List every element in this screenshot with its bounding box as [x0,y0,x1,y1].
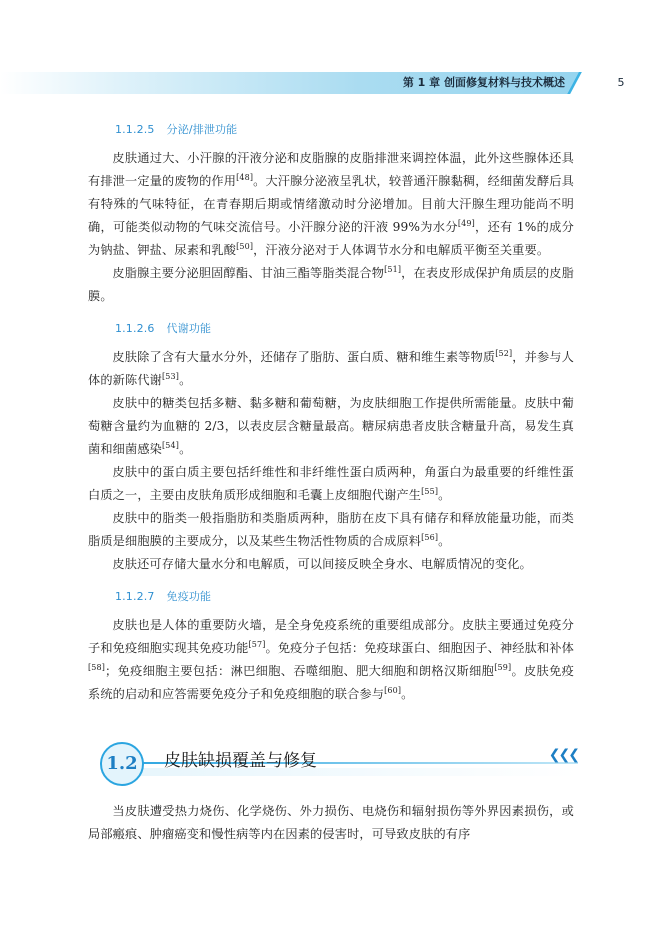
paragraph [88,262,574,308]
section-number-badge: 1.2 [100,742,144,786]
citation: [56] [421,532,439,542]
paragraph [88,614,574,706]
citation: [60] [384,685,402,695]
text-run: 皮肤中的脂类一般指脂肪和类脂质两种，脂肪在皮下具有储存和释放能量功能，而类脂质是细胞膜的主要成分，以及某些生物活性物质的合成原料 [88,511,574,548]
paragraph: 当皮肤遭受热力烧伤、化学烧伤、外力损伤、电烧伤和辐射损伤等外界因素损伤，或局部瘢痕、肿瘤癌变和慢性病等内在因素的侵害时，可导致皮肤的有序 [88,804,574,841]
citation: [48] [236,172,254,182]
running-header [0,72,661,94]
text-run: 。 [438,534,451,548]
subheading-number: 1.1.2.7 [115,590,155,603]
paragraph [88,147,574,262]
page-number-tab [581,72,661,94]
body-text-lower [88,800,574,846]
text-run: 皮脂腺主要分泌胆固醇酯、甘油三酯等脂类混合物 [112,266,385,280]
citation: [57] [248,639,266,649]
page-number: 5 [617,76,625,89]
text-run: 皮肤除了含有大量水分外，还储存了脂肪、蛋白质、糖和维生素等物质 [112,350,496,364]
body-text-upper [88,118,574,706]
chevron-left-icon: ❮❮❮ [548,747,578,763]
spacer [88,576,574,585]
citation: [50] [236,241,254,251]
subheading-number: 1.1.2.6 [115,322,155,335]
text-run: 。 [179,442,192,456]
citation: [52] [495,348,513,358]
subheading-1-1-2-6 [115,317,574,340]
paragraph [88,507,574,553]
text-run: ；免疫细胞主要包括：淋巴细胞、吞噬细胞、肥大细胞和朗格汉斯细胞 [105,664,495,678]
text-run: ，汗液分泌对于人体调节水分和电解质平衡至关重要。 [253,243,550,257]
paragraph: 皮肤还可存储大量水分和电解质，可以间接反映全身水、电解质情况的变化。 [112,557,532,571]
citation: [51] [384,264,402,274]
citation: [59] [494,662,512,672]
text-run: 。皮肤免疫系统的启动和应答需要免疫分子和免疫细胞的联合参与 [88,664,575,701]
text-run: ，在表皮形成保护角质层的皮脂膜。 [88,266,574,303]
paragraph [88,392,574,461]
citation: [55] [421,486,439,496]
spacer [88,308,574,317]
text-run: 。免疫分子包括：免疫球蛋白、细胞因子、神经肽和补体 [265,641,574,655]
section-heading-banner [90,744,578,784]
text-run: 。 [401,687,414,701]
text-run: 。大汗腺分泌液呈乳状，较普通汗腺黏稠，经细菌发酵后具有特殊的气味特征，在青春期后期或情绪激动时分泌增加。目前大汗腺生理功能尚不明确，可能类似动物的气味交流信号。小汗腺分泌的汗液 99%为水分 [88,174,574,234]
text-run: ，并参与人体的新陈代谢 [88,350,574,387]
text-run: 皮肤中的糖类包括多糖、黏多糖和葡萄糖，为皮肤细胞工作提供所需能量。皮肤中葡萄糖含量约为血糖的 2/3，以表皮层含糖量最高。糖尿病患者皮肤含糖量升高，易发生真菌和细菌感染 [88,396,574,456]
text-run: 。 [179,373,192,387]
subheading-title: 分泌/排泄功能 [166,123,238,136]
paragraph [88,346,574,392]
chapter-title: 第 1 章 创面修复材料与技术概述 [402,76,565,89]
text-run: 皮肤中的蛋白质主要包括纤维性和非纤维性蛋白质两种，角蛋白为最重要的纤维性蛋白质之一，主要由皮肤角质形成细胞和毛囊上皮细胞代谢产生 [88,465,574,502]
text-run: 。 [438,488,451,502]
subheading-title: 代谢功能 [166,322,212,335]
subheading-1-1-2-5 [115,118,574,141]
text-run: 皮肤通过大、小汗腺的汗液分泌和皮脂腺的皮脂排泄来调控体温，此外这些腺体还具有排泄一定量的废物的作用 [88,151,574,188]
subheading-1-1-2-7 [115,585,574,608]
text-run: ，还有 1%的成分为钠盐、钾盐、尿素和乳酸 [88,220,574,257]
subheading-title: 免疫功能 [166,590,212,603]
section-title: 皮肤缺损覆盖与修复 [164,751,317,771]
paragraph [88,461,574,507]
citation: [49] [457,218,475,228]
citation: [53] [162,371,180,381]
subheading-number: 1.1.2.5 [115,123,155,136]
citation: [54] [162,440,180,450]
citation: [58] [88,662,106,672]
text-run: 皮肤也是人体的重要防火墙，是全身免疫系统的重要组成部分。皮肤主要通过免疫分子和免疫细胞实现其免疫功能 [88,618,574,655]
